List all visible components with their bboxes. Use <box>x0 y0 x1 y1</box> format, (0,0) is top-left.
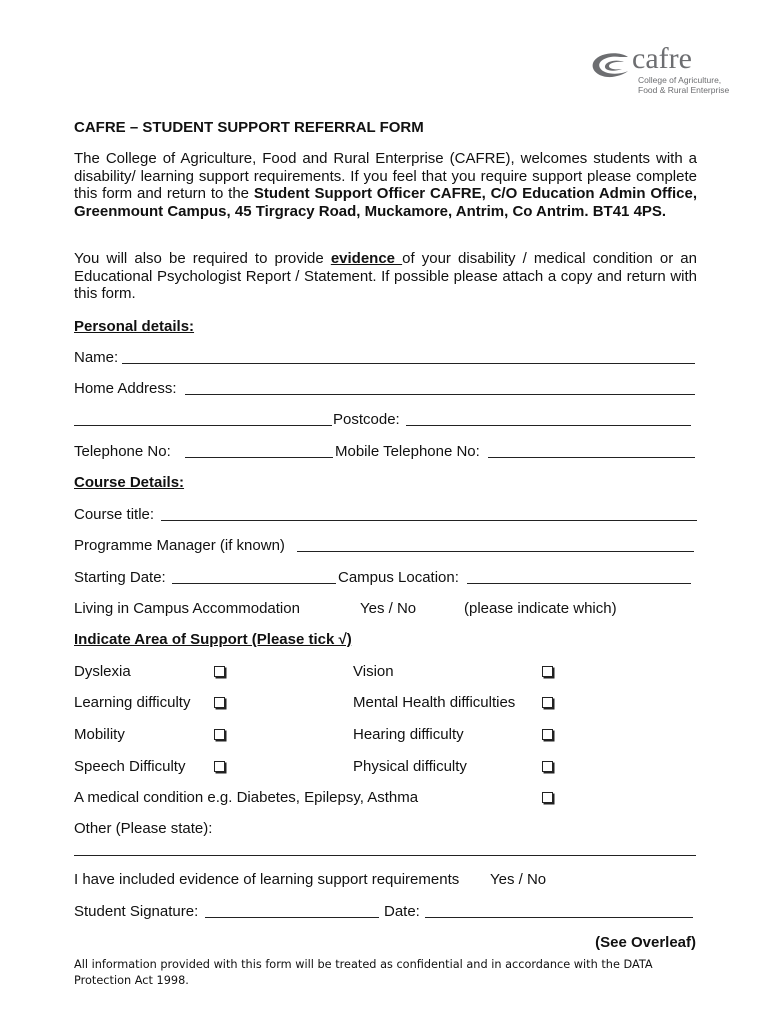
postcode-field[interactable] <box>406 425 691 426</box>
other-field[interactable] <box>74 855 696 856</box>
logo-wordmark: cafre <box>632 42 692 75</box>
course-title-label: Course title: <box>74 506 155 523</box>
support-item-hearing-difficulty: Hearing difficulty <box>353 726 464 743</box>
intro-text: The College of Agriculture, Food and Rural Enterprise (CAFRE), welcomes students with a disability/ learning support requirements. If you feel that you require support please complete this form and return to the <box>74 150 697 202</box>
evidence-text-after: of your disability / medical condition or an Educational Psychologist Report / Statement. If possible please attach a copy and return with this form. <box>74 250 697 302</box>
home-address-field-line2[interactable] <box>74 425 332 426</box>
evidence-paragraph <box>74 250 697 303</box>
course-title-field[interactable] <box>161 520 697 521</box>
logo-subtitle-line1: College of Agriculture, <box>638 75 722 85</box>
student-signature-label: Student Signature: <box>74 903 199 920</box>
speech-difficulty-checkbox[interactable] <box>214 761 225 772</box>
confidentiality-note-line2: Protection Act 1998. <box>74 974 189 987</box>
course-details-heading: Course Details: <box>74 474 185 491</box>
accommodation-options[interactable]: Yes / No <box>360 600 417 617</box>
form-title: CAFRE – STUDENT SUPPORT REFERRAL FORM <box>74 119 424 136</box>
support-item-speech-difficulty: Speech Difficulty <box>74 758 186 775</box>
date-label: Date: <box>384 903 420 920</box>
telephone-field[interactable] <box>185 457 333 458</box>
accommodation-hint: (please indicate which) <box>464 600 617 617</box>
cafre-swoosh-icon <box>590 51 632 81</box>
mobile-telephone-label: Mobile Telephone No: <box>335 443 480 460</box>
starting-date-field[interactable] <box>172 583 336 584</box>
mobile-telephone-field[interactable] <box>488 457 695 458</box>
campus-location-label: Campus Location: <box>338 569 459 586</box>
mobility-checkbox[interactable] <box>214 729 225 740</box>
accommodation-label: Living in Campus Accommodation <box>74 600 300 617</box>
dyslexia-checkbox[interactable] <box>214 666 225 677</box>
evidence-included-options[interactable]: Yes / No <box>490 871 547 888</box>
date-field[interactable] <box>425 917 693 918</box>
home-address-label: Home Address: <box>74 380 177 397</box>
logo-subtitle <box>638 75 729 95</box>
intro-paragraph <box>74 150 697 220</box>
name-label: Name: <box>74 349 119 366</box>
confidentiality-note <box>74 957 714 989</box>
support-item-learning-difficulty: Learning difficulty <box>74 694 191 711</box>
support-area-heading: Indicate Area of Support (Please tick √) <box>74 631 352 648</box>
name-field[interactable] <box>122 363 695 364</box>
confidentiality-note-line1: All information provided with this form will be treated as confidential and in accordance with the DATA <box>74 958 653 971</box>
starting-date-label: Starting Date: <box>74 569 166 586</box>
postcode-label: Postcode: <box>333 411 400 428</box>
support-item-other-label: Other (Please state): <box>74 820 213 837</box>
evidence-included-label: I have included evidence of learning support requirements <box>74 871 460 888</box>
telephone-label: Telephone No: <box>74 443 171 460</box>
evidence-text-before: You will also be required to provide <box>74 250 331 267</box>
mental-health-checkbox[interactable] <box>542 697 553 708</box>
support-item-medical-condition: A medical condition e.g. Diabetes, Epilepsy, Asthma <box>74 789 419 806</box>
medical-condition-checkbox[interactable] <box>542 792 553 803</box>
learning-difficulty-checkbox[interactable] <box>214 697 225 708</box>
campus-location-field[interactable] <box>467 583 691 584</box>
cafre-logo <box>590 44 730 96</box>
programme-manager-field[interactable] <box>297 551 694 552</box>
evidence-keyword: evidence <box>330 250 403 267</box>
physical-difficulty-checkbox[interactable] <box>542 761 553 772</box>
support-item-dyslexia: Dyslexia <box>74 663 131 680</box>
student-signature-field[interactable] <box>205 917 379 918</box>
programme-manager-label: Programme Manager (if known) <box>74 537 285 554</box>
see-overleaf: (See Overleaf) <box>595 934 696 951</box>
personal-details-heading: Personal details: <box>74 318 195 335</box>
support-item-mental-health: Mental Health difficulties <box>353 694 516 711</box>
hearing-difficulty-checkbox[interactable] <box>542 729 553 740</box>
support-item-mobility: Mobility <box>74 726 125 743</box>
logo-subtitle-line2: Food & Rural Enterprise <box>638 85 730 95</box>
support-item-vision: Vision <box>353 663 394 680</box>
intro-address: Student Support Officer CAFRE, C/O Education Admin Office, Greenmount Campus, 45 Tirgracy Road, Muckamore, Antrim, Co Antrim. BT41 4PS. <box>74 185 697 220</box>
home-address-field[interactable] <box>185 394 695 395</box>
vision-checkbox[interactable] <box>542 666 553 677</box>
support-item-physical-difficulty: Physical difficulty <box>353 758 467 775</box>
